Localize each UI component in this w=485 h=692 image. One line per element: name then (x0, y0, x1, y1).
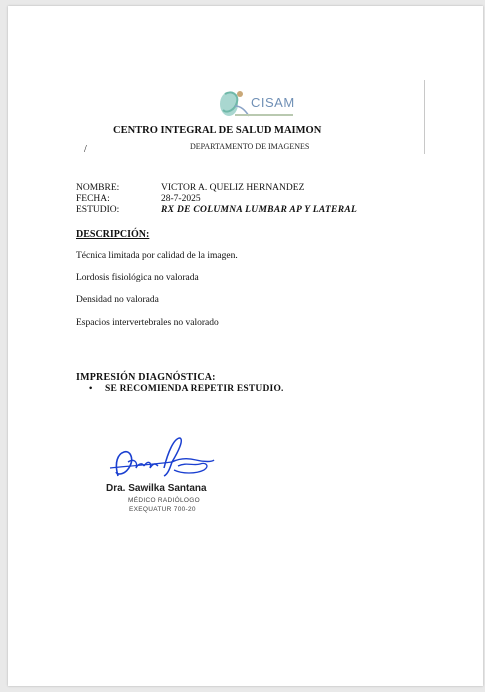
date-label: FECHA: (76, 194, 110, 204)
description-title: DESCRIPCIÓN: (76, 229, 150, 240)
description-line: Técnica limitada por calidad de la imagen. (76, 251, 238, 261)
impression-item-text: SE RECOMIENDA REPETIR ESTUDIO. (105, 384, 284, 394)
bullet-icon: • (89, 384, 93, 394)
handwritten-signature (108, 432, 220, 484)
name-label: NOMBRE: (76, 183, 120, 193)
study-label: ESTUDIO: (76, 205, 120, 215)
signer-name: Dra. Sawilka Santana (106, 483, 207, 494)
department-title: DEPARTAMENTO DE IMAGENES (190, 142, 310, 151)
cisam-logo (213, 86, 293, 122)
study-value: RX DE COLUMNA LUMBAR AP Y LATERAL (161, 205, 358, 215)
impression-item (89, 384, 284, 394)
description-line: Densidad no valorada (76, 295, 159, 305)
impression-title: IMPRESIÓN DIAGNÓSTICA: (76, 372, 216, 383)
document-page (8, 6, 483, 686)
text-cursor-mark: / (84, 144, 87, 155)
logo-tagline-decoration (235, 114, 293, 116)
date-value: 28-7-2025 (161, 194, 201, 204)
organization-title: CENTRO INTEGRAL DE SALUD MAIMON (113, 125, 322, 136)
signer-exequatur: EXEQUATUR 700-20 (129, 506, 196, 513)
name-value: VICTOR A. QUELIZ HERNANDEZ (161, 183, 305, 193)
margin-rule (424, 80, 425, 154)
signer-role: MÉDICO RADIÓLOGO (128, 497, 200, 504)
description-line: Lordosis fisiológica no valorada (76, 273, 199, 283)
logo-text: CISAM (251, 95, 295, 110)
description-line: Espacios intervertebrales no valorado (76, 318, 219, 328)
